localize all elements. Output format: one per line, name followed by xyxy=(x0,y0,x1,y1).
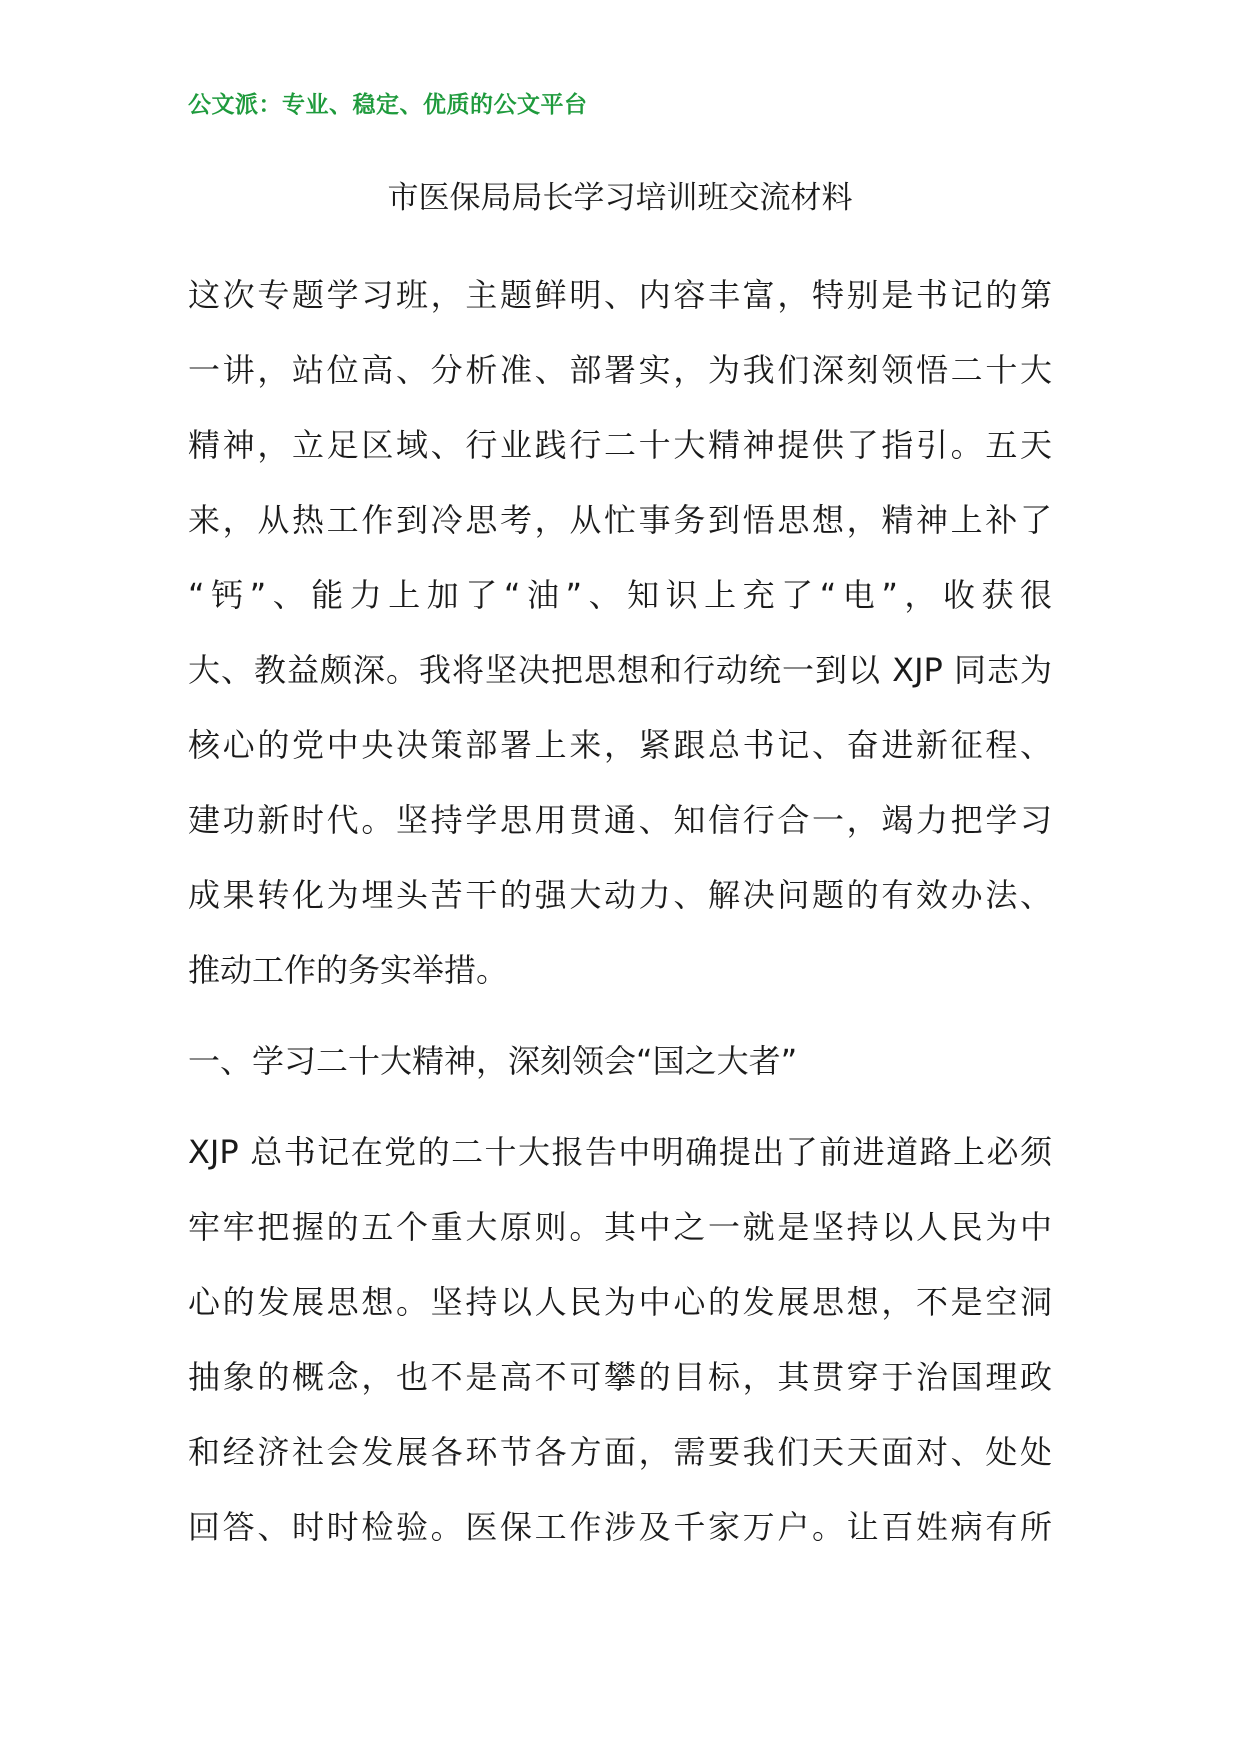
text-line: 心的发展思想。坚持以人民为中心的发展思想，不是空洞 xyxy=(188,1283,1052,1321)
text-line: 推动工作的务实举措。 xyxy=(188,951,509,989)
document-body xyxy=(188,258,1052,1565)
text-line: 成果转化为埋头苦干的强大动力、解决问题的有效办法、 xyxy=(188,876,1052,914)
section1-paragraph xyxy=(188,1115,1052,1565)
text-line: 大、教益颇深。我将坚决把思想和行动统一到以 XJP 同志为 xyxy=(188,651,1052,689)
text-line: 这次专题学习班，主题鲜明、内容丰富，特别是书记的第 xyxy=(188,276,1052,314)
text-line: “钙”、能力上加了“油”、知识上充了“电”，收获很 xyxy=(188,576,1052,614)
text-line: 牢牢把握的五个重大原则。其中之一就是坚持以人民为中 xyxy=(188,1208,1052,1246)
text-line: 精神，立足区域、行业践行二十大精神提供了指引。五天 xyxy=(188,426,1052,464)
text-line: 建功新时代。坚持学思用贯通、知信行合一，竭力把学习 xyxy=(188,801,1052,839)
section-heading: 一、学习二十大精神，深刻领会“国之大者” xyxy=(188,1042,798,1080)
text-line: 核心的党中央决策部署上来，紧跟总书记、奋进新征程、 xyxy=(188,726,1052,764)
document-title: 市医保局局长学习培训班交流材料 xyxy=(387,180,853,216)
text-line: 来，从热工作到冷思考，从忙事务到悟思想，精神上补了 xyxy=(188,501,1052,539)
text-line: 抽象的概念，也不是高不可攀的目标，其贯穿于治国理政 xyxy=(188,1358,1052,1396)
text-line: 和经济社会发展各环节各方面，需要我们天天面对、处处 xyxy=(188,1433,1052,1471)
text-line: 回答、时时检验。医保工作涉及千家万户。让百姓病有所 xyxy=(188,1508,1052,1546)
text-line: XJP 总书记在党的二十大报告中明确提出了前进道路上必须 xyxy=(188,1133,1052,1171)
header-banner: 公文派：专业、稳定、优质的公文平台 xyxy=(188,91,588,118)
text-line: 一讲，站位高、分析准、部署实，为我们深刻领悟二十大 xyxy=(188,351,1052,389)
intro-paragraph xyxy=(188,258,1052,1008)
